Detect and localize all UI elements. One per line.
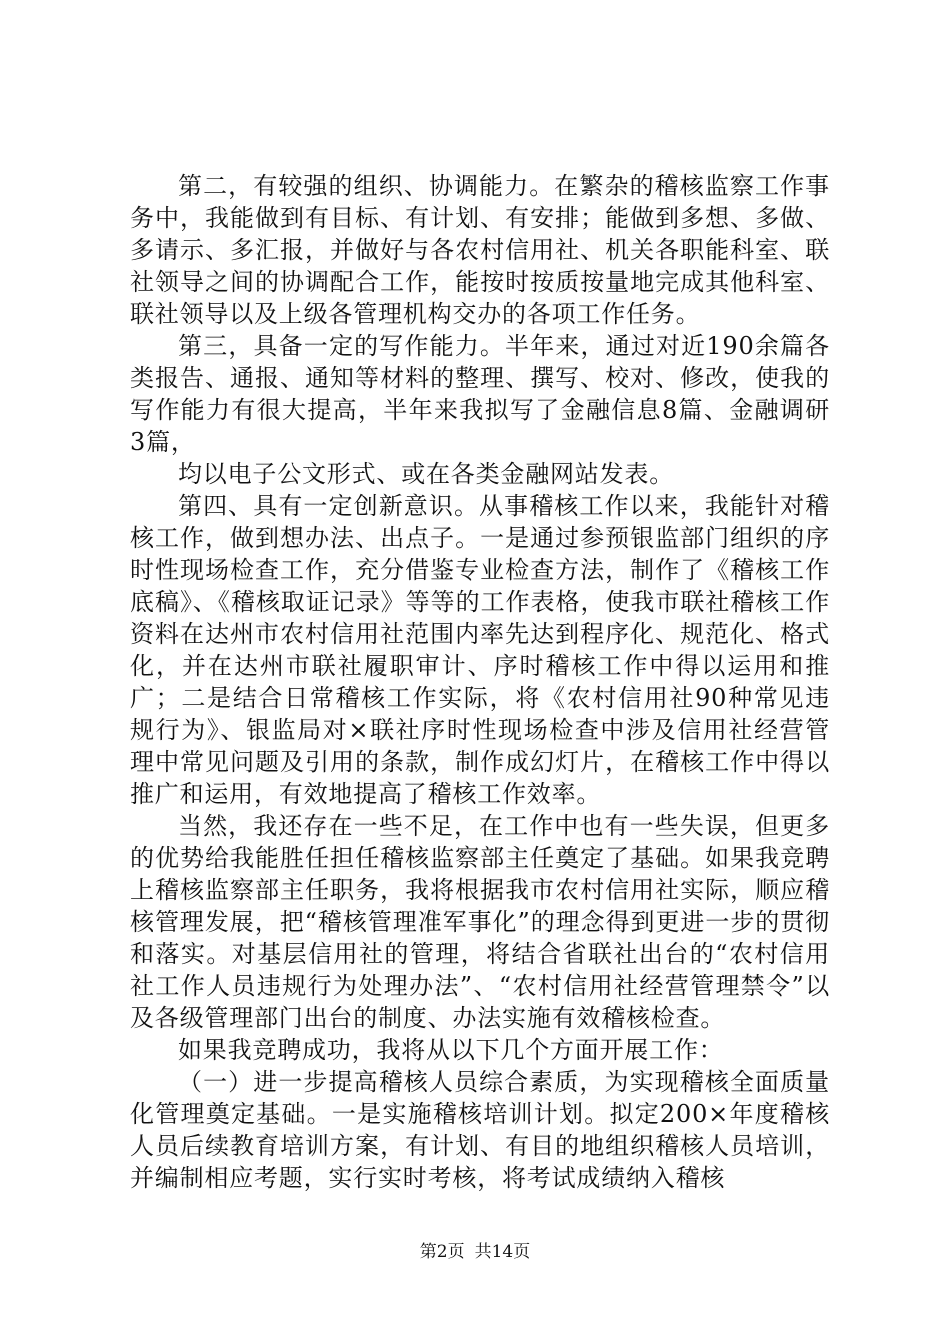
paragraph-second-ability: 第二，有较强的组织、协调能力。在繁杂的稽核监察工作事务中，我能做到有目标、有计划、有安排；能做到多想、多做、多请示、多汇报，并做好与各农村信用社、机关各职能科室、联社领导之间的协调配合工作，能按时按质按量地完成其他科室、联社领导以及上级各管理机构交办的各项工作任务。 [130, 172, 830, 328]
paragraph-third-ability-continued: 均以电子公文形式、或在各类金融网站发表。 [178, 460, 674, 488]
paragraph-third-ability: 第三，具备一定的写作能力。半年来，通过对近190余篇各类报告、通报、通知等材料的整理、撰写、校对、修改，使我的写作能力有很大提高，半年来我拟写了金融信息8篇、金融调研3篇， [130, 332, 830, 456]
document-body [130, 170, 830, 1194]
paragraph-work-plan-intro: 如果我竞聘成功，我将从以下几个方面开展工作： [178, 1036, 724, 1064]
page-number: 第2页 [419, 1242, 465, 1262]
page-total: 共14页 [474, 1242, 531, 1262]
paragraph-shortcomings: 当然，我还存在一些不足，在工作中也有一些失误，但更多的优势给我能胜任担任稽核监察部主任奠定了基础。如果我竞聘上稽核监察部主任职务，我将根据我市农村信用社实际，顺应稽核管理发展，把“稽核管理准军事化”的理念得到更进一步的贯彻和落实。对基层信用社的管理，将结合省联社出台的“农村信用社工作人员违规行为处理办法”、“农村信用社经营管理禁令”以及各级管理部门出台的制度、办法实施有效稽核检查。 [130, 812, 830, 1032]
page-footer [0, 1240, 950, 1264]
paragraph-fourth-ability: 第四、具有一定创新意识。从事稽核工作以来，我能针对稽核工作，做到想办法、出点子。一是通过参预银监部门组织的序时性现场检查工作，充分借鉴专业检查方法，制作了《稽核工作底稿》、《稽核取证记录》等等的工作表格，使我市联社稽核工作资料在达州市农村信用社范围内率先达到程序化、规范化、格式化，并在达州市联社履职审计、序时稽核工作中得以运用和推广；二是结合日常稽核工作实际，将《农村信用社90种常见违规行为》、银监局对×联社序时性现场检查中涉及信用社经营管理中常见问题及引用的条款，制作成幻灯片，在稽核工作中得以推广和运用，有效地提高了稽核工作效率。 [130, 492, 830, 808]
paragraph-work-plan-item-1: （一）进一步提高稽核人员综合素质，为实现稽核全面质量化管理奠定基础。一是实施稽核培训计划。拟定200×年度稽核人员后续教育培训方案，有计划、有目的地组织稽核人员培训，并编制相应考题，实行实时考核，将考试成绩纳入稽核 [130, 1068, 830, 1192]
